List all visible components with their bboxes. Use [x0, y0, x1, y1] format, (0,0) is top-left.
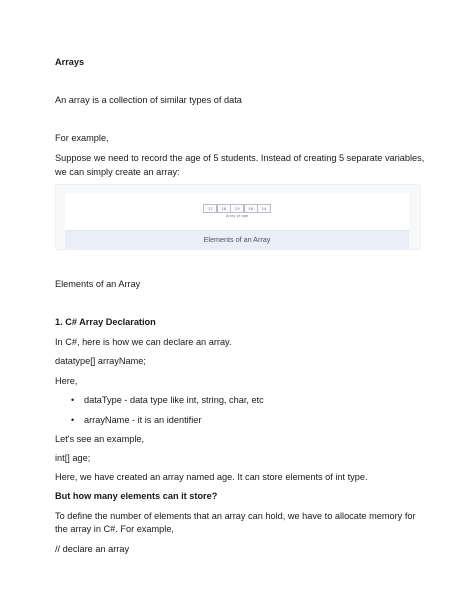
array-figure [55, 184, 421, 250]
here-text: Here, [55, 376, 78, 386]
define-line-1: To define the number of elements that an array can hold, we have to allocate memory for [55, 511, 416, 521]
figure-caption: Elements of an Array [203, 235, 271, 244]
array-cell: 17 [203, 204, 217, 213]
array-cells [204, 204, 271, 213]
define-line-2: the array in C#. For example, [55, 524, 174, 534]
bullet-item-datatype: dataType - data type like int, string, char, etc [84, 395, 264, 405]
bullet-icon: • [71, 395, 75, 405]
declaration-intro: In C#, here is how we can declare an array. [55, 337, 232, 347]
array-cell: 15 [230, 204, 244, 213]
figure-caption-bar [65, 230, 409, 250]
question-heading: But how many elements can it store? [55, 491, 218, 501]
elements-heading: Elements of an Array [55, 279, 141, 289]
array-cell: 16 [244, 204, 258, 213]
suppose-line-1: Suppose we need to record the age of 5 students. Instead of creating 5 separate variables, [55, 153, 425, 163]
intro-paragraph: An array is a collection of similar types of data [55, 95, 242, 105]
example-code: int[] age; [55, 453, 91, 463]
array-cell: 18 [217, 204, 231, 213]
for-example-text: For example, [55, 133, 109, 143]
created-paragraph: Here, we have created an array named age. It can store elements of int type. [55, 472, 368, 482]
code-comment: // declare an array [55, 544, 130, 554]
array-figure-canvas [65, 193, 409, 244]
section-title: 1. C# Array Declaration [55, 317, 156, 327]
array-cell: 14 [257, 204, 271, 213]
lets-see-text: Let's see an example, [55, 434, 145, 444]
suppose-line-2: we can simply create an array: [55, 167, 180, 177]
page-title: Arrays [55, 57, 85, 67]
array-sub-label: Array of age [225, 214, 249, 218]
declaration-syntax: datatype[] arrayName; [55, 356, 146, 366]
bullet-icon: • [71, 415, 75, 425]
bullet-item-arrayname: arrayName - it is an identifier [84, 415, 202, 425]
